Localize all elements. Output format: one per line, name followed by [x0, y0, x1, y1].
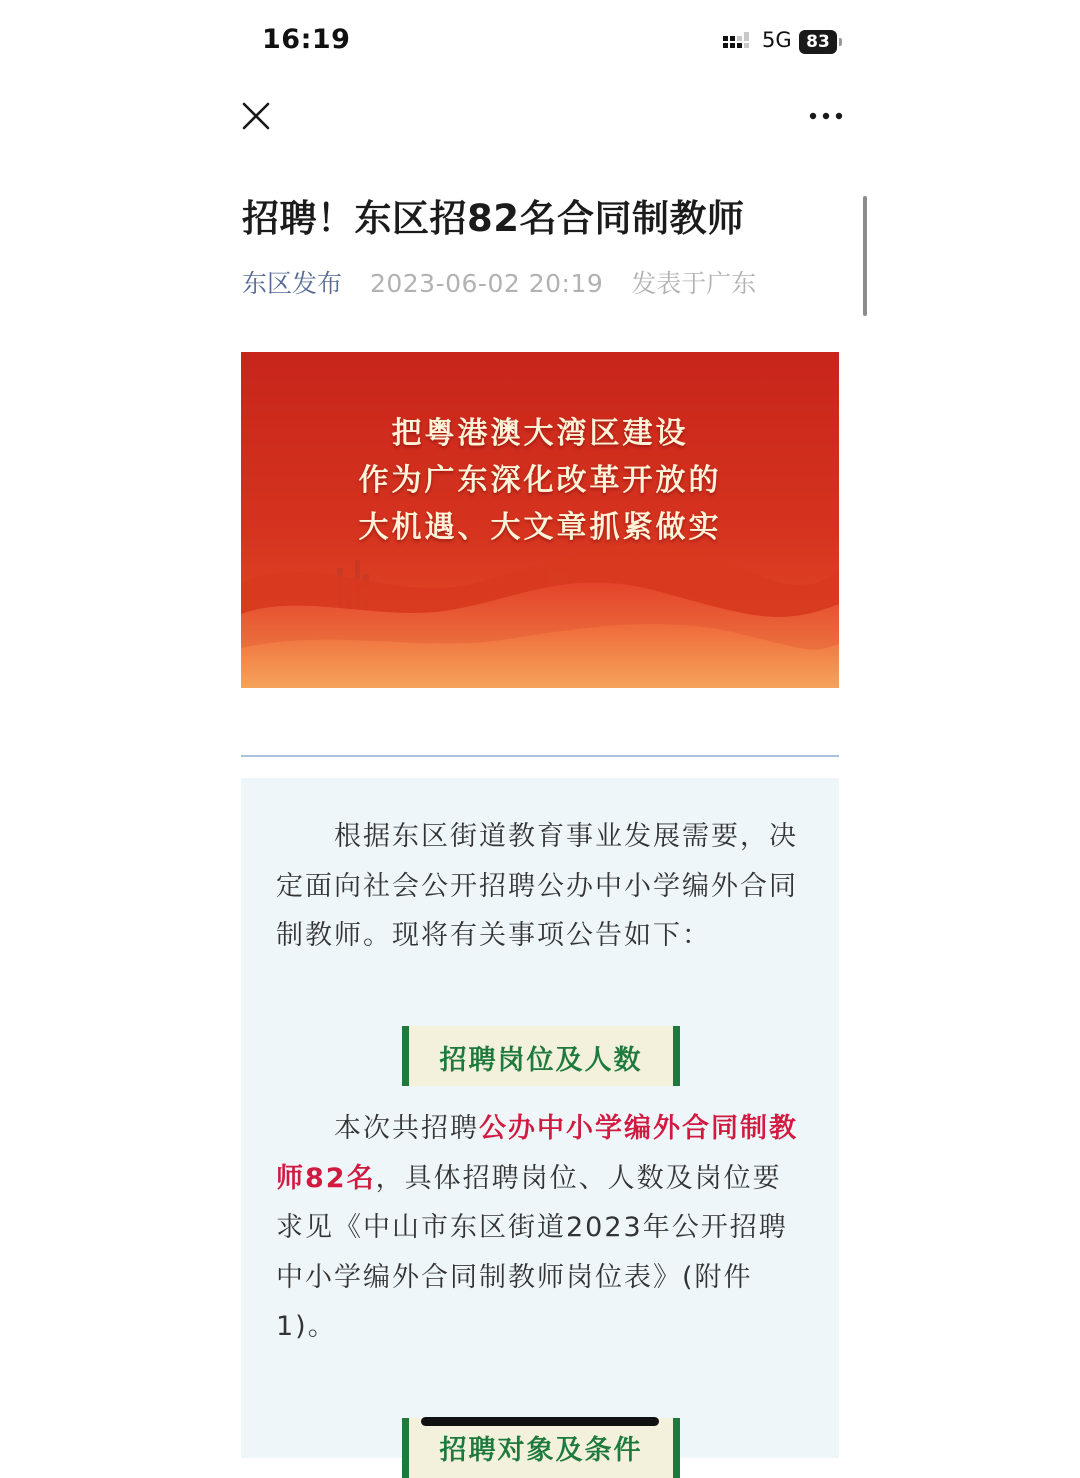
- battery-icon: [799, 30, 843, 54]
- close-icon[interactable]: [240, 100, 272, 132]
- section-heading-positions: [402, 1026, 680, 1086]
- intro-paragraph: [276, 812, 806, 961]
- banner-line: 大机遇、大文章抓紧做实: [358, 510, 722, 545]
- divider: [241, 755, 839, 757]
- positions-highlight: 公办中小学编外合同制教师82名: [276, 1113, 798, 1194]
- article-content: [241, 778, 839, 1466]
- signal-icon: [722, 31, 754, 53]
- article-meta: [242, 264, 862, 300]
- positions-text-rest: ，具体招聘岗位、人数及岗位要求见《中山市东区街道2023年公开招聘中小学编外合同制教师岗位表》(附件1)。: [276, 1162, 788, 1342]
- banner-slogan: [241, 410, 839, 551]
- section-heading-label: 招聘岗位及人数: [439, 1045, 643, 1076]
- section-heading-eligibility: [402, 1418, 680, 1478]
- publish-date: 2023-06-02 20:19: [369, 269, 604, 298]
- banner-line: 作为广东深化改革开放的: [358, 463, 722, 498]
- intro-text: 根据东区街道教育事业发展需要，决定面向社会公开招聘公办中小学编外合同制教师。现将有关事项公告如下：: [276, 821, 798, 951]
- status-bar: [0, 0, 1080, 84]
- status-time: 16:19: [262, 24, 351, 55]
- section-heading-label: 招聘对象及条件: [439, 1435, 643, 1466]
- publish-location: 发表于广东: [631, 269, 757, 298]
- more-icon[interactable]: [806, 108, 846, 124]
- banner-line: 把粤港澳大湾区建设: [391, 416, 689, 451]
- account-name-link[interactable]: 东区发布: [242, 269, 343, 298]
- scrollbar[interactable]: [863, 196, 867, 316]
- article-title: 招聘！东区招82名合同制教师: [242, 197, 745, 240]
- banner-image: [241, 352, 839, 688]
- network-type: 5G: [762, 28, 792, 52]
- nav-bar: [0, 84, 1080, 154]
- positions-text-start: 本次共招聘: [334, 1113, 479, 1144]
- battery-level: 83: [799, 30, 837, 54]
- positions-paragraph: [276, 1104, 806, 1352]
- home-indicator[interactable]: [421, 1417, 659, 1426]
